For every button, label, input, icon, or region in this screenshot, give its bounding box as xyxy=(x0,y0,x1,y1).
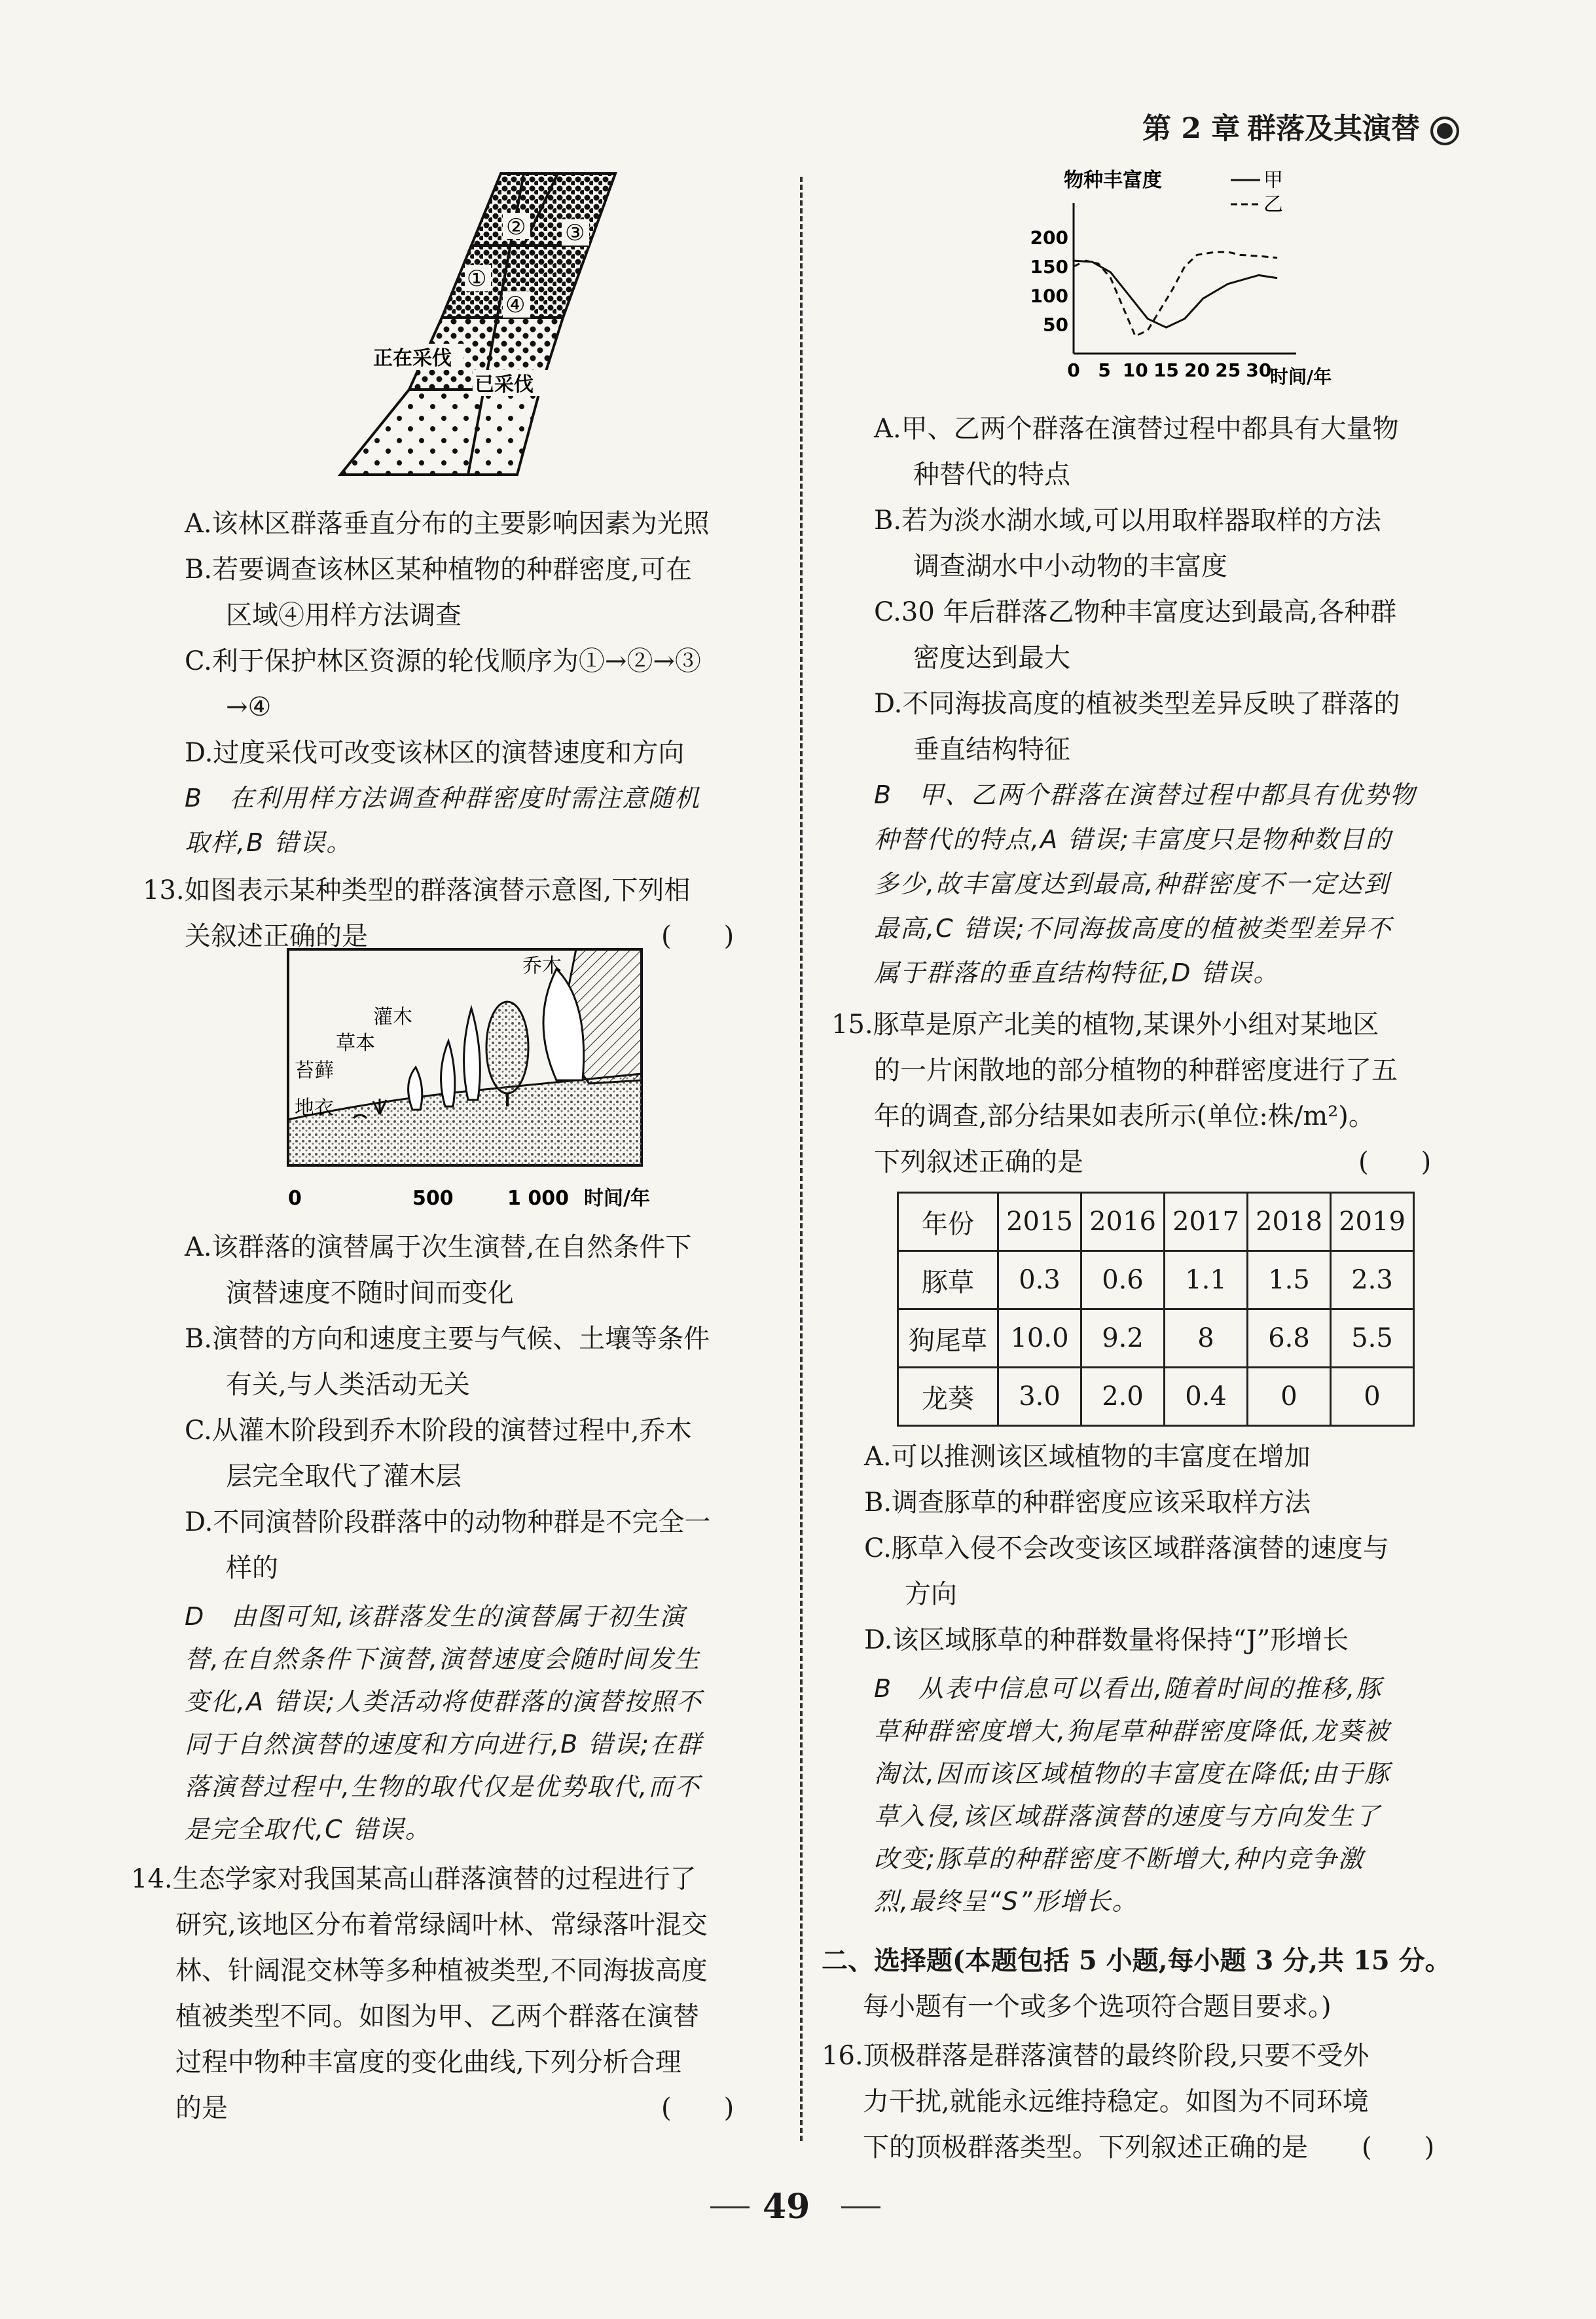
q13-answer-line-6: 是完全取代,C 错误。 xyxy=(185,1815,431,1844)
q12-option-a: A.该林区群落垂直分布的主要影响因素为光照 xyxy=(185,509,710,539)
table-header-cell: 年份 xyxy=(898,1193,998,1251)
q14-option-d: D.不同海拔高度的植被类型差异反映了群落的 xyxy=(874,689,1400,719)
chapter-title: 群落及其演替 xyxy=(1247,112,1420,145)
q13-option-b: B.演替的方向和速度主要与气候、土壤等条件 xyxy=(185,1324,710,1354)
plot-label-3: ③ xyxy=(565,220,585,246)
forest-plots-figure xyxy=(327,167,628,488)
table-cell: 0 xyxy=(1331,1368,1414,1426)
table-cell: 8 xyxy=(1165,1309,1248,1368)
label-shrub: 灌木 xyxy=(373,1006,412,1029)
q14-answer-line-4: 最高,C 错误;不同海拔高度的植被类型差异不 xyxy=(874,914,1392,943)
q12-option-b-cont: 区域④用样方法调查 xyxy=(226,600,462,630)
q14-answer-line-5: 属于群落的垂直结构特征,D 错误。 xyxy=(874,959,1280,987)
q14-stem-4: 植被类型不同。如图为甲、乙两个群落在演替 xyxy=(175,2001,699,2032)
table-cell: 6.8 xyxy=(1248,1309,1331,1368)
chapter-label: 第 2 章 xyxy=(1142,112,1241,145)
q16-stem-3: 下的顶极群落类型。下列叙述正确的是 xyxy=(863,2132,1308,2163)
q14-option-d-cont: 垂直结构特征 xyxy=(913,735,1070,765)
q15-answer-line-2: 草种群密度增大,狗尾草种群密度降低,龙葵被 xyxy=(874,1717,1390,1745)
page-number: 49 xyxy=(763,2187,810,2227)
table-header-cell: 2015 xyxy=(998,1193,1081,1251)
q13-option-c: C.从灌木阶段到乔木阶段的演替过程中,乔木 xyxy=(185,1415,692,1446)
q14-option-b: B.若为淡水湖水域,可以用取样器取样的方法 xyxy=(874,505,1381,536)
richness-chart xyxy=(1008,157,1375,399)
q14-answer-bracket[interactable]: ( ) xyxy=(661,2093,735,2123)
q16-stem-1: 16.顶极群落是群落演替的最终阶段,只要不受外 xyxy=(822,2041,1369,2071)
q13-option-b-cont: 有关,与人类活动无关 xyxy=(226,1370,470,1400)
label-moss: 苔藓 xyxy=(295,1059,334,1082)
q14-stem-6: 的是 xyxy=(175,2093,228,2123)
plot-label-2: ② xyxy=(506,214,526,240)
q15-option-a: A.可以推测该区域植物的丰富度在增加 xyxy=(864,1442,1311,1472)
table-cell: 5.5 xyxy=(1331,1309,1414,1368)
page-number-dash-right xyxy=(841,2206,880,2208)
x-tick-label: 15 xyxy=(1153,359,1179,381)
q13-answer-line-3: 变化,A 错误;人类活动将使群落的演替按照不 xyxy=(185,1687,702,1716)
table-cell: 0.4 xyxy=(1165,1368,1248,1426)
table-header-cell: 2017 xyxy=(1165,1193,1248,1251)
table-cell: 0.3 xyxy=(998,1251,1081,1309)
q15-option-b: B.调查豚草的种群密度应该采取样方法 xyxy=(864,1488,1311,1518)
plot-label-4: ④ xyxy=(505,292,526,318)
q16-stem-2: 力干扰,就能永远维持稳定。如图为不同环境 xyxy=(863,2087,1369,2117)
y-tick-label: 50 xyxy=(1043,314,1068,336)
column-divider xyxy=(800,177,803,2141)
q13-answer-line-5: 落演替过程中,生物的取代仅是优势取代,而不 xyxy=(185,1772,701,1801)
q13-stem-2: 关叙述正确的是 xyxy=(185,921,368,951)
y-tick-label: 200 xyxy=(1030,227,1068,249)
label-herb: 草本 xyxy=(336,1032,375,1055)
table-header-cell: 2019 xyxy=(1331,1193,1414,1251)
q14-stem-3: 林、针阔混交林等多种植被类型,不同海拔高度 xyxy=(175,1956,708,1986)
axis-tick-1000: 1 000 xyxy=(507,1187,569,1210)
q13-answer-line-4: 同于自然演替的速度和方向进行,B 错误;在群 xyxy=(185,1730,703,1759)
x-tick-label: 25 xyxy=(1215,359,1241,381)
q12-option-d: D.过度采伐可改变该林区的演替速度和方向 xyxy=(185,738,685,768)
q14-option-a-cont: 种替代的特点 xyxy=(913,460,1070,490)
q13-option-a: A.该群落的演替属于次生演替,在自然条件下 xyxy=(185,1232,692,1262)
section-2-note: 每小题有一个或多个选项符合题目要求。) xyxy=(863,1992,1332,2022)
table-cell: 龙葵 xyxy=(898,1368,998,1426)
q15-answer-line-4: 草入侵,该区域群落演替的速度与方向发生了 xyxy=(874,1802,1381,1831)
q14-stem-5: 过程中物种丰富度的变化曲线,下列分析合理 xyxy=(175,2047,681,2077)
table-header-cell: 2018 xyxy=(1248,1193,1331,1251)
q15-data-table xyxy=(897,1192,1415,1427)
label-tree: 乔木 xyxy=(522,955,562,977)
x-tick-label: 20 xyxy=(1184,359,1210,381)
q13-option-d: D.不同演替阶段群落中的动物种群是不完全一 xyxy=(185,1507,711,1537)
legend-label-yi: 乙 xyxy=(1263,193,1283,216)
q15-option-c-cont: 方向 xyxy=(905,1579,957,1609)
q15-option-c: C.豚草入侵不会改变该区域群落演替的速度与 xyxy=(864,1533,1389,1563)
section-2-title: 二、选择题(本题包括 5 小题,每小题 3 分,共 15 分。 xyxy=(822,1945,1451,1976)
x-tick-label: 30 xyxy=(1246,359,1272,381)
table-cell: 0.6 xyxy=(1081,1251,1165,1309)
q15-stem-4: 下列叙述正确的是 xyxy=(874,1147,1083,1177)
q15-answer-bracket[interactable]: ( ) xyxy=(1358,1147,1432,1177)
q16-answer-bracket[interactable]: ( ) xyxy=(1362,2132,1435,2163)
table-row xyxy=(898,1309,1414,1368)
axis-tick-0: 0 xyxy=(288,1187,302,1210)
q14-stem-2: 研究,该地区分布着常绿阔叶林、常绿落叶混交 xyxy=(175,1910,708,1940)
table-cell: 1.1 xyxy=(1165,1251,1248,1309)
q13-option-c-cont: 层完全取代了灌木层 xyxy=(226,1461,462,1491)
q14-answer-line-2: 种替代的特点,A 错误;丰富度只是物种数目的 xyxy=(874,825,1392,854)
q12-option-c-cont: →④ xyxy=(226,692,272,722)
table-cell: 3.0 xyxy=(998,1368,1081,1426)
q13-option-d-cont: 样的 xyxy=(226,1553,278,1583)
q15-stem-1: 15.豚草是原产北美的植物,某课外小组对某地区 xyxy=(831,1010,1379,1040)
table-row xyxy=(898,1368,1414,1426)
y-tick-label: 100 xyxy=(1030,285,1068,307)
succession-figure xyxy=(281,943,687,1224)
chapter-bullet-icon xyxy=(1430,117,1459,145)
q13-stem-1: 13.如图表示某种类型的群落演替示意图,下列相 xyxy=(143,875,691,905)
q14-option-b-cont: 调查湖水中小动物的丰富度 xyxy=(913,551,1227,581)
q15-answer-line-3: 淘汰,因而该区域植物的丰富度在降低;由于豚 xyxy=(874,1759,1390,1788)
table-cell: 豚草 xyxy=(898,1251,998,1309)
q14-option-c: C.30 年后群落乙物种丰富度达到最高,各种群 xyxy=(874,597,1397,627)
label-logged: 已采伐 xyxy=(475,373,534,396)
plot-label-1: ① xyxy=(467,266,487,292)
table-cell: 9.2 xyxy=(1081,1309,1165,1368)
q13-answer-bracket[interactable]: ( ) xyxy=(661,921,735,951)
q14-stem-1: 14.生态学家对我国某高山群落演替的过程进行了 xyxy=(131,1864,697,1894)
table-header-cell: 2016 xyxy=(1081,1193,1165,1251)
q12-option-b: B.若要调查该林区某种植物的种群密度,可在 xyxy=(185,555,692,585)
chart-ylabel: 物种丰富度 xyxy=(1064,169,1162,192)
table-cell: 10.0 xyxy=(998,1309,1081,1368)
table-cell: 0 xyxy=(1248,1368,1331,1426)
q15-answer-line-5: 改变;豚草的种群密度不断增大,种内竞争激 xyxy=(874,1844,1364,1873)
q12-option-c: C.利于保护林区资源的轮伐顺序为①→②→③ xyxy=(185,646,701,676)
q15-answer-line-6: 烈,最终呈“S”形增长。 xyxy=(874,1887,1138,1916)
chart-xlabel: 时间/年 xyxy=(1270,366,1332,388)
q13-answer-line-1: D 由图可知,该群落发生的演替属于初生演 xyxy=(185,1602,686,1631)
q15-stem-3: 年的调查,部分结果如表所示(单位:株/m²)。 xyxy=(874,1101,1375,1131)
q13-answer-line-2: 替,在自然条件下演替,演替速度会随时间发生 xyxy=(185,1645,701,1673)
q13-option-a-cont: 演替速度不随时间而变化 xyxy=(226,1278,514,1308)
table-cell: 2.0 xyxy=(1081,1368,1165,1426)
table-cell: 1.5 xyxy=(1248,1251,1331,1309)
x-tick-label: 5 xyxy=(1098,359,1111,381)
label-logging: 正在采伐 xyxy=(373,347,452,370)
axis-tick-500: 500 xyxy=(412,1187,454,1210)
y-tick-label: 150 xyxy=(1030,256,1068,278)
q14-answer-line-1: B 甲、乙两个群落在演替过程中都具有优势物 xyxy=(874,780,1417,809)
q15-option-d: D.该区域豚草的种群数量将保持“J”形增长 xyxy=(864,1625,1349,1655)
page-number-dash-left xyxy=(710,2206,750,2208)
q14-answer-line-3: 多少,故丰富度达到最高,种群密度不一定达到 xyxy=(874,869,1390,898)
q12-answer-line-1: B 在利用样方法调查种群密度时需注意随机 xyxy=(185,784,701,813)
x-tick-label: 10 xyxy=(1122,359,1148,381)
q15-answer-line-1: B 从表中信息可以看出,随着时间的推移,豚 xyxy=(874,1674,1383,1703)
q12-answer-line-2: 取样,B 错误。 xyxy=(185,828,353,857)
legend-label-jia: 甲 xyxy=(1263,169,1283,192)
axis-label-time: 时间/年 xyxy=(584,1187,650,1210)
table-cell: 2.3 xyxy=(1331,1251,1414,1309)
x-tick-label: 0 xyxy=(1067,359,1080,381)
q14-option-c-cont: 密度达到最大 xyxy=(913,643,1070,673)
q15-stem-2: 的一片闲散地的部分植物的种群密度进行了五 xyxy=(874,1055,1398,1086)
table-header-row xyxy=(898,1193,1414,1251)
q14-option-a: A.甲、乙两个群落在演替过程中都具有大量物 xyxy=(874,414,1399,444)
table-cell: 狗尾草 xyxy=(898,1309,998,1368)
table-row xyxy=(898,1251,1414,1309)
label-lichen: 地衣 xyxy=(295,1097,334,1120)
